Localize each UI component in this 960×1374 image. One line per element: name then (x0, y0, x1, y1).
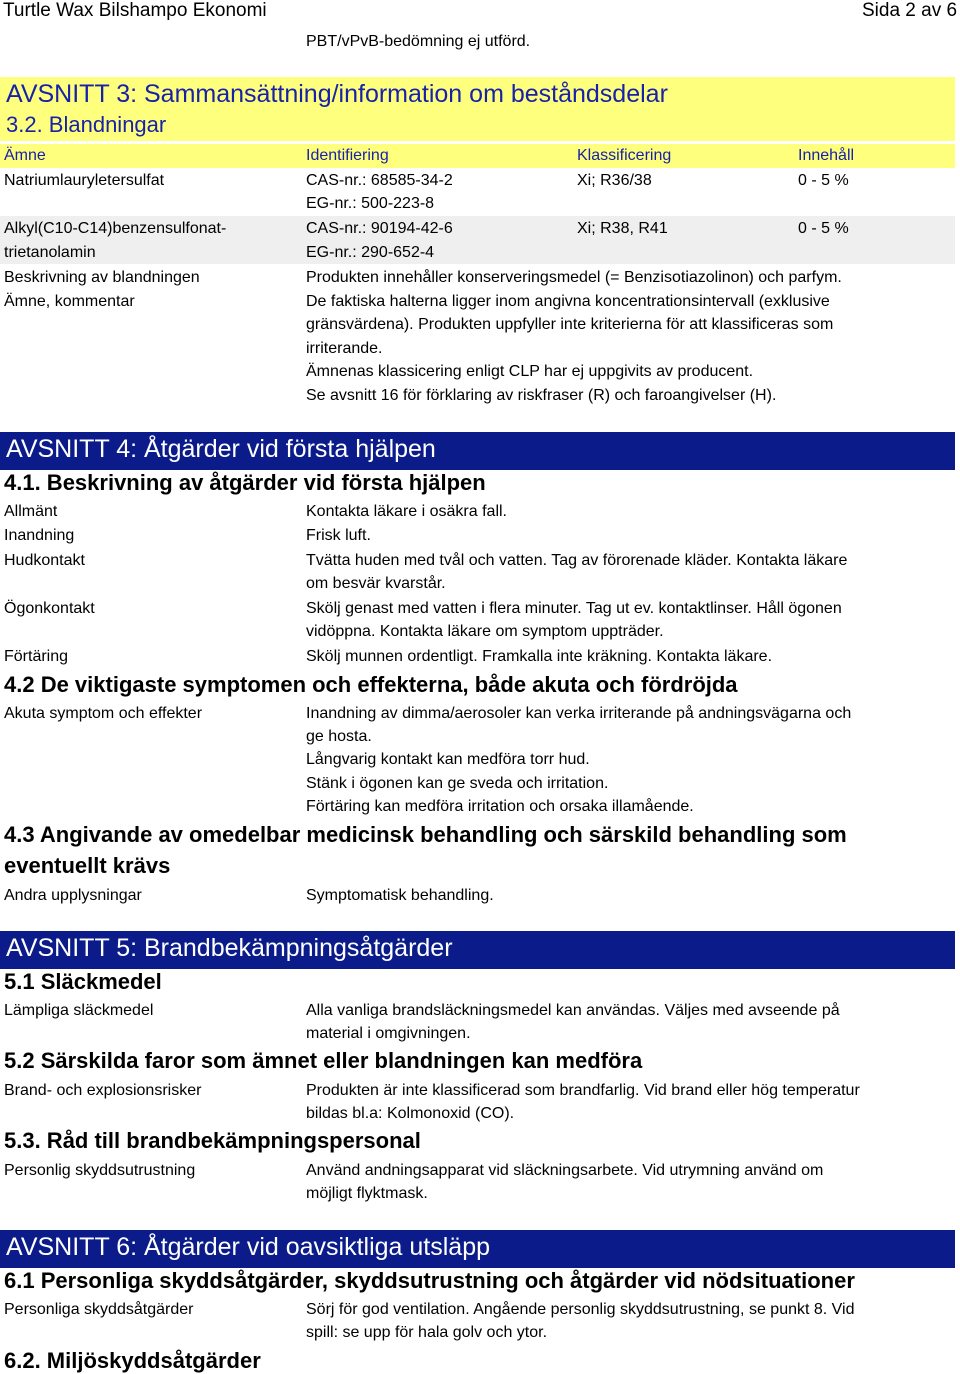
extinguishing-media-line: material i omgivningen. (306, 1025, 471, 1042)
eg-number: EG-nr.: 500-223-8 (306, 195, 435, 212)
substance-comment-line: De faktiska halterna ligger inom angivna koncentrationsintervall (exklusive (306, 293, 830, 310)
section-4-header (0, 432, 955, 466)
acute-symptoms-line: ge hosta. (306, 728, 372, 745)
col-header-classification: Klassificering (577, 147, 672, 164)
first-aid-label: Förtäring (4, 648, 69, 665)
section-3-2-heading: 3.2. Blandningar (6, 112, 167, 137)
cas-number: CAS-nr.: 68585-34-2 (306, 172, 453, 189)
substance-name-cont: trietanolamin (4, 244, 96, 261)
first-aid-value: om besvär kvarstår. (306, 575, 446, 592)
first-aid-value: Tvätta huden med tvål och vatten. Tag av förorenade kläder. Kontakta läkare (306, 552, 848, 569)
cas-number: CAS-nr.: 90194-42-6 (306, 220, 453, 237)
section-6-2-heading: 6.2. Miljöskyddsåtgärder (4, 1348, 261, 1373)
acute-symptoms-line: Långvarig kontakt kan medföra torr hud. (306, 751, 590, 768)
col-header-content: Innehåll (798, 147, 855, 164)
classification: Xi; R36/38 (577, 172, 652, 189)
pbt-note: PBT/vPvB-bedömning ej utförd. (306, 33, 531, 50)
content: 0 - 5 % (798, 172, 849, 189)
first-aid-value: Skölj genast med vatten i flera minuter. Tag ut ev. kontaktlinser. Håll ögonen (306, 600, 842, 617)
substance-name: Natriumlauryletersulfat (4, 172, 165, 189)
other-info-label: Andra upplysningar (4, 887, 142, 904)
section-6-header (0, 1230, 955, 1264)
first-aid-label: Ögonkontakt (4, 600, 95, 617)
first-aid-label: Hudkontakt (4, 552, 85, 569)
acute-symptoms-line: Stänk i ögonen kan ge sveda och irritation. (306, 775, 609, 792)
col-header-identification: Identifiering (306, 147, 389, 164)
extinguishing-media-label: Lämpliga släckmedel (4, 1002, 154, 1019)
mixture-description-label: Beskrivning av blandningen (4, 269, 200, 286)
extinguishing-media-line: Alla vanliga brandsläckningsmedel kan användas. Väljes med avseende på (306, 1002, 840, 1019)
personal-precautions-line: spill: se upp för hala golv och ytor. (306, 1324, 548, 1341)
section-5-3-heading: 5.3. Råd till brandbekämpningspersonal (4, 1128, 421, 1153)
ppe-line: Använd andningsapparat vid släckningsarbete. Vid utrymning använd om (306, 1162, 824, 1179)
section-4-2-heading: 4.2 De viktigaste symptomen och effekterna, både akuta och fördröjda (4, 672, 738, 697)
col-header-substance: Ämne (4, 147, 46, 164)
section-3-title: AVSNITT 3: Sammansättning/information om beståndsdelar (6, 80, 668, 108)
section-4-3-heading: 4.3 Angivande av omedelbar medicinsk behandling och särskild behandling som (4, 822, 847, 847)
fire-risk-line: Produkten är inte klassificerad som brandfarlig. Vid brand eller hög temperatur (306, 1082, 860, 1099)
section-5-title: AVSNITT 5: Brandbekämpningsåtgärder (6, 934, 453, 962)
section-4-title: AVSNITT 4: Åtgärder vid första hjälpen (6, 435, 436, 463)
section-6-title: AVSNITT 6: Åtgärder vid oavsiktliga utsläpp (6, 1233, 491, 1261)
first-aid-value: Frisk luft. (306, 527, 371, 544)
section-3-header (0, 77, 955, 141)
fire-risk-label: Brand- och explosionsrisker (4, 1082, 202, 1099)
other-info-value: Symptomatisk behandling. (306, 887, 494, 904)
page-number: Sida 2 av 6 (862, 0, 958, 21)
substance-comment-line: irriterande. (306, 340, 383, 357)
acute-symptoms-label: Akuta symptom och effekter (4, 705, 203, 722)
ppe-line: möjligt flyktmask. (306, 1185, 428, 1202)
personal-precautions-label: Personliga skyddsåtgärder (4, 1301, 194, 1318)
substance-comment-line: Ämnenas klassicering enligt CLP har ej uppgivits av producent. (306, 363, 754, 380)
first-aid-value: Skölj munnen ordentligt. Framkalla inte kräkning. Kontakta läkare. (306, 648, 773, 665)
content: 0 - 5 % (798, 220, 849, 237)
ppe-label: Personlig skyddsutrustning (4, 1162, 196, 1179)
first-aid-value: vidöppna. Kontakta läkare om symptom uppträder. (306, 623, 664, 640)
personal-precautions-line: Sörj för god ventilation. Angående personlig skyddsutrustning, se punkt 8. Vid (306, 1301, 855, 1318)
first-aid-label: Inandning (4, 527, 75, 544)
acute-symptoms-line: Inandning av dimma/aerosoler kan verka irriterande på andningsvägarna och (306, 705, 852, 722)
section-5-header (0, 931, 955, 965)
mixture-description-value: Produkten innehåller konserveringsmedel (= Benzisotiazolinon) och parfym. (306, 269, 842, 286)
substance-comment-label: Ämne, kommentar (4, 293, 135, 310)
first-aid-value: Kontakta läkare i osäkra fall. (306, 503, 507, 520)
substance-comment-line: Se avsnitt 16 för förklaring av riskfraser (R) och faroangivelser (H). (306, 387, 777, 404)
acute-symptoms-line: Förtäring kan medföra irritation och orsaka illamående. (306, 798, 694, 815)
section-4-1-heading: 4.1. Beskrivning av åtgärder vid första hjälpen (4, 470, 486, 495)
substance-name: Alkyl(C10-C14)benzensulfonat- (4, 220, 227, 237)
classification: Xi; R38, R41 (577, 220, 668, 237)
eg-number: EG-nr.: 290-652-4 (306, 244, 435, 261)
section-5-2-heading: 5.2 Särskilda faror som ämnet eller blandningen kan medföra (4, 1048, 643, 1073)
first-aid-label: Allmänt (4, 503, 58, 520)
section-4-3-heading-cont: eventuellt krävs (4, 853, 171, 878)
substance-comment-line: gränsvärdena). Produkten uppfyller inte kriterierna för att klassificeras som (306, 316, 834, 333)
fire-risk-line: bildas bl.a: Kolmonoxid (CO). (306, 1105, 515, 1122)
section-6-1-heading: 6.1 Personliga skyddsåtgärder, skyddsutrustning och åtgärder vid nödsituationer (4, 1268, 855, 1293)
document-title: Turtle Wax Bilshampo Ekonomi (3, 0, 267, 21)
section-5-1-heading: 5.1 Släckmedel (4, 969, 162, 994)
